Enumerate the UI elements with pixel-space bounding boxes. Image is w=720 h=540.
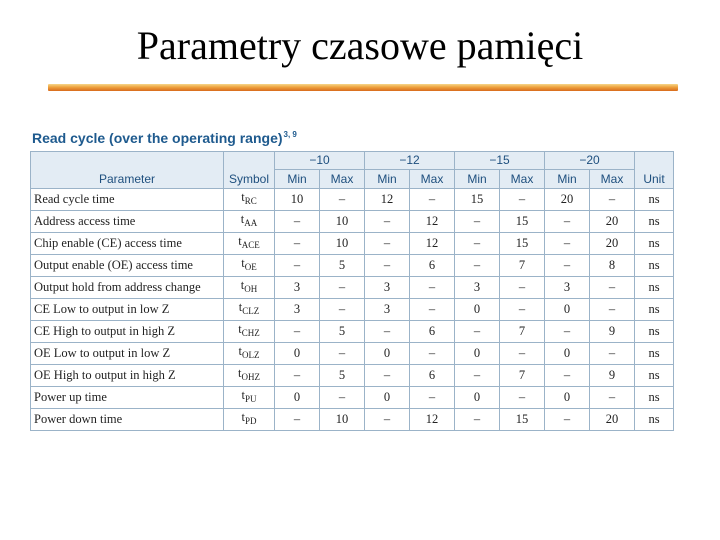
title-underline xyxy=(48,84,678,91)
param-cell: Power down time xyxy=(31,408,224,430)
symbol-cell xyxy=(224,320,275,342)
slide-title: Parametry czasowe pamięci xyxy=(136,23,584,68)
table-row xyxy=(31,342,674,364)
unit-cell: ns xyxy=(635,232,674,254)
value-cell: 6 xyxy=(410,320,455,342)
value-cell: 12 xyxy=(410,210,455,232)
value-cell: 7 xyxy=(500,320,545,342)
symbol-cell xyxy=(224,364,275,386)
unit-cell: ns xyxy=(635,188,674,210)
value-cell: – xyxy=(275,210,320,232)
symbol-subscript: PD xyxy=(244,415,257,426)
header-max: Max xyxy=(410,170,455,188)
value-cell: – xyxy=(410,188,455,210)
value-cell: 12 xyxy=(410,232,455,254)
value-cell: 6 xyxy=(410,254,455,276)
unit-cell: ns xyxy=(635,364,674,386)
value-cell: – xyxy=(410,386,455,408)
value-cell: – xyxy=(365,210,410,232)
table-caption-text: Read cycle (over the operating range) xyxy=(32,130,283,146)
value-cell: – xyxy=(500,188,545,210)
value-cell: 0 xyxy=(275,342,320,364)
symbol-cell xyxy=(224,298,275,320)
symbol-base: t xyxy=(238,321,242,336)
unit-cell: ns xyxy=(635,276,674,298)
param-cell: OE High to output in high Z xyxy=(31,364,224,386)
header-min: Min xyxy=(365,170,410,188)
table-caption xyxy=(32,130,297,146)
table-caption-footnote: 3, 9 xyxy=(283,130,297,140)
param-cell: Chip enable (CE) access time xyxy=(31,232,224,254)
table-row xyxy=(31,408,674,430)
value-cell: 9 xyxy=(590,364,635,386)
value-cell: 0 xyxy=(545,386,590,408)
symbol-base: t xyxy=(240,277,245,292)
value-cell: – xyxy=(320,298,365,320)
header-parameter: Parameter xyxy=(31,152,224,189)
symbol-base: t xyxy=(240,211,245,226)
symbol-cell xyxy=(224,254,275,276)
table-row xyxy=(31,254,674,276)
symbol-cell xyxy=(224,342,275,364)
table-row xyxy=(31,364,674,386)
unit-cell: ns xyxy=(635,386,674,408)
value-cell: 15 xyxy=(500,408,545,430)
value-cell: 3 xyxy=(275,276,320,298)
header-group-20: −20 xyxy=(545,152,635,170)
value-cell: 10 xyxy=(320,232,365,254)
header-min: Min xyxy=(545,170,590,188)
param-cell: Output hold from address change xyxy=(31,276,224,298)
symbol-subscript: OE xyxy=(244,261,257,272)
value-cell: 0 xyxy=(545,298,590,320)
value-cell: – xyxy=(365,254,410,276)
symbol-base: t xyxy=(238,343,242,358)
value-cell: 20 xyxy=(590,408,635,430)
value-cell: 10 xyxy=(320,408,365,430)
value-cell: – xyxy=(590,276,635,298)
param-cell: Address access time xyxy=(31,210,224,232)
symbol-subscript: PU xyxy=(244,393,257,404)
symbol-subscript: CHZ xyxy=(241,327,260,338)
value-cell: 15 xyxy=(500,210,545,232)
value-cell: – xyxy=(590,188,635,210)
value-cell: 3 xyxy=(275,298,320,320)
symbol-subscript: CLZ xyxy=(242,305,260,316)
value-cell: – xyxy=(500,342,545,364)
value-cell: 5 xyxy=(320,320,365,342)
symbol-subscript: RC xyxy=(244,195,257,206)
unit-cell: ns xyxy=(635,298,674,320)
unit-cell: ns xyxy=(635,320,674,342)
value-cell: – xyxy=(455,320,500,342)
value-cell: – xyxy=(455,254,500,276)
table-row xyxy=(31,298,674,320)
value-cell: – xyxy=(455,408,500,430)
value-cell: 7 xyxy=(500,254,545,276)
value-cell: 12 xyxy=(410,408,455,430)
value-cell: 3 xyxy=(455,276,500,298)
header-max: Max xyxy=(320,170,365,188)
header-unit: Unit xyxy=(635,152,674,189)
value-cell: – xyxy=(545,254,590,276)
value-cell: – xyxy=(365,408,410,430)
value-cell: 5 xyxy=(320,254,365,276)
value-cell: – xyxy=(455,232,500,254)
value-cell: 20 xyxy=(590,232,635,254)
value-cell: – xyxy=(545,364,590,386)
symbol-subscript: OH xyxy=(244,283,258,294)
value-cell: 10 xyxy=(320,210,365,232)
table-row xyxy=(31,386,674,408)
header-group-10: −10 xyxy=(275,152,365,170)
table-row xyxy=(31,232,674,254)
symbol-base: t xyxy=(241,189,245,204)
value-cell: – xyxy=(365,364,410,386)
symbol-cell xyxy=(224,386,275,408)
unit-cell: ns xyxy=(635,254,674,276)
value-cell: 0 xyxy=(455,298,500,320)
value-cell: – xyxy=(590,342,635,364)
value-cell: 6 xyxy=(410,364,455,386)
param-cell: OE Low to output in low Z xyxy=(31,342,224,364)
header-min: Min xyxy=(275,170,320,188)
value-cell: – xyxy=(320,188,365,210)
value-cell: – xyxy=(590,298,635,320)
read-cycle-table xyxy=(30,151,674,431)
table-row xyxy=(31,188,674,210)
value-cell: – xyxy=(590,386,635,408)
value-cell: – xyxy=(545,320,590,342)
value-cell: – xyxy=(275,232,320,254)
value-cell: – xyxy=(320,342,365,364)
value-cell: – xyxy=(545,210,590,232)
value-cell: – xyxy=(365,232,410,254)
unit-cell: ns xyxy=(635,408,674,430)
symbol-cell xyxy=(224,210,275,232)
header-max: Max xyxy=(590,170,635,188)
symbol-subscript: ACE xyxy=(241,239,260,250)
value-cell: 5 xyxy=(320,364,365,386)
symbol-base: t xyxy=(241,387,245,402)
value-cell: – xyxy=(320,276,365,298)
header-group-12: −12 xyxy=(365,152,455,170)
value-cell: 0 xyxy=(365,386,410,408)
value-cell: 9 xyxy=(590,320,635,342)
table-body xyxy=(31,188,674,430)
table-row xyxy=(31,320,674,342)
table-row xyxy=(31,276,674,298)
value-cell: 0 xyxy=(365,342,410,364)
header-min: Min xyxy=(455,170,500,188)
param-cell: Power up time xyxy=(31,386,224,408)
value-cell: – xyxy=(500,386,545,408)
param-cell: Read cycle time xyxy=(31,188,224,210)
value-cell: – xyxy=(500,276,545,298)
value-cell: – xyxy=(545,408,590,430)
value-cell: 0 xyxy=(455,342,500,364)
value-cell: 12 xyxy=(365,188,410,210)
value-cell: – xyxy=(455,210,500,232)
value-cell: 0 xyxy=(545,342,590,364)
value-cell: 20 xyxy=(545,188,590,210)
header-group-row xyxy=(31,152,674,170)
value-cell: 3 xyxy=(545,276,590,298)
value-cell: – xyxy=(410,342,455,364)
value-cell: – xyxy=(275,254,320,276)
value-cell: – xyxy=(275,408,320,430)
symbol-subscript: AA xyxy=(244,217,258,228)
table-row xyxy=(31,210,674,232)
value-cell: 0 xyxy=(275,386,320,408)
header-symbol: Symbol xyxy=(224,152,275,189)
symbol-subscript: OLZ xyxy=(241,349,260,360)
symbol-cell xyxy=(224,232,275,254)
symbol-base: t xyxy=(238,299,243,314)
param-cell: CE High to output in high Z xyxy=(31,320,224,342)
header-max: Max xyxy=(500,170,545,188)
symbol-base: t xyxy=(241,255,245,270)
symbol-base: t xyxy=(238,233,242,248)
symbol-cell xyxy=(224,276,275,298)
value-cell: – xyxy=(455,364,500,386)
value-cell: – xyxy=(275,320,320,342)
value-cell: – xyxy=(545,232,590,254)
value-cell: 15 xyxy=(455,188,500,210)
value-cell: – xyxy=(275,364,320,386)
symbol-base: t xyxy=(241,409,245,424)
value-cell: 7 xyxy=(500,364,545,386)
unit-cell: ns xyxy=(635,210,674,232)
header-group-15: −15 xyxy=(455,152,545,170)
symbol-subscript: OHZ xyxy=(241,371,260,382)
value-cell: – xyxy=(410,298,455,320)
value-cell: 15 xyxy=(500,232,545,254)
value-cell: 0 xyxy=(455,386,500,408)
param-cell: Output enable (OE) access time xyxy=(31,254,224,276)
symbol-cell xyxy=(224,188,275,210)
symbol-base: t xyxy=(238,365,242,380)
unit-cell: ns xyxy=(635,342,674,364)
value-cell: 20 xyxy=(590,210,635,232)
value-cell: – xyxy=(500,298,545,320)
symbol-cell xyxy=(224,408,275,430)
value-cell: 3 xyxy=(365,298,410,320)
value-cell: – xyxy=(365,320,410,342)
value-cell: – xyxy=(320,386,365,408)
param-cell: CE Low to output in low Z xyxy=(31,298,224,320)
value-cell: 3 xyxy=(365,276,410,298)
value-cell: 8 xyxy=(590,254,635,276)
value-cell: – xyxy=(410,276,455,298)
value-cell: 10 xyxy=(275,188,320,210)
